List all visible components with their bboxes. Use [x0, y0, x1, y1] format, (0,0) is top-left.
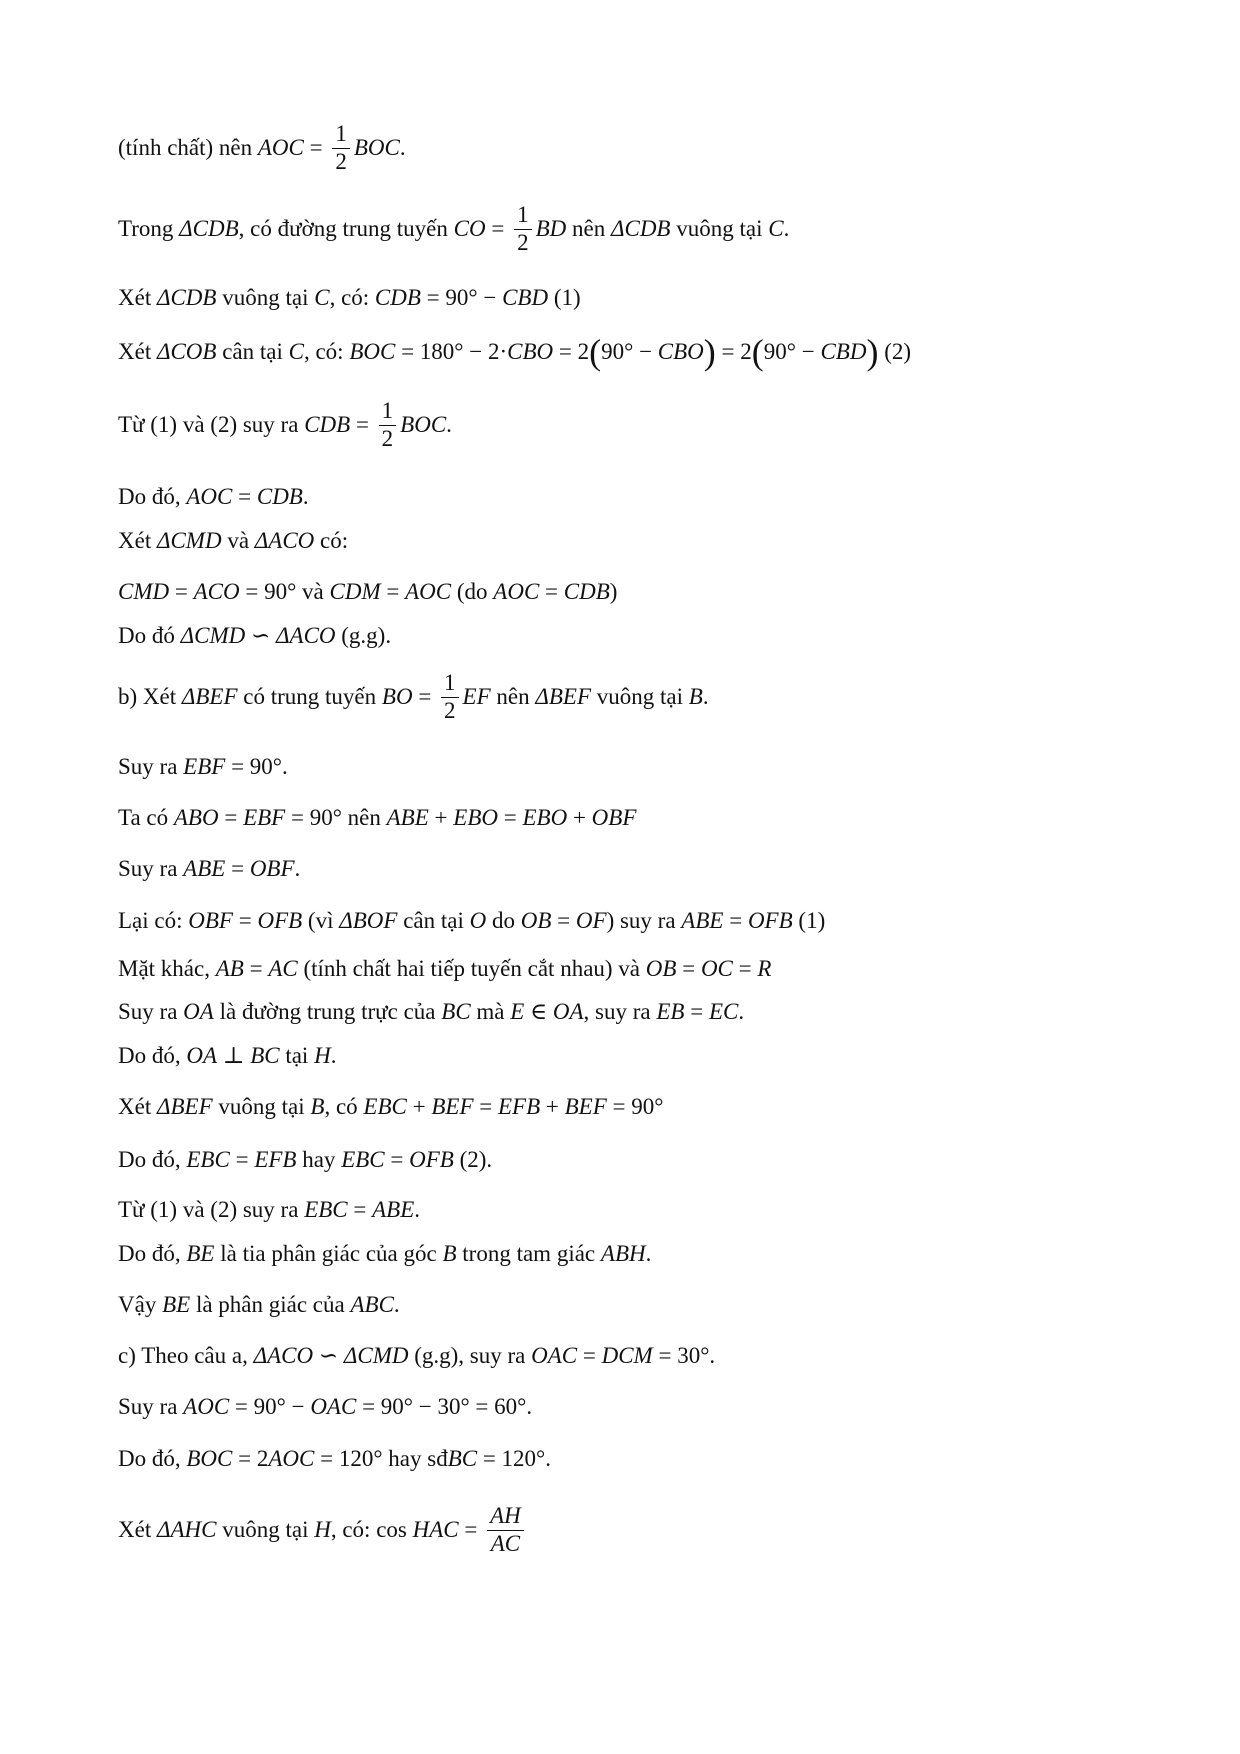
text-run: 90° −	[601, 339, 658, 364]
fraction	[379, 399, 397, 450]
text-line	[118, 1140, 492, 1180]
text-run: =	[232, 908, 258, 933]
text-run: (2)	[878, 339, 912, 364]
text-run: =	[684, 999, 709, 1024]
fraction-denominator: AC	[490, 1530, 521, 1556]
text-run: =	[676, 956, 701, 981]
math-expression: OAC	[310, 1394, 357, 1419]
text-run: .	[399, 135, 406, 160]
math-expression: ΔCOB	[156, 339, 217, 364]
text-line	[118, 1503, 528, 1556]
text-run: =	[412, 684, 438, 709]
math-expression: AOC	[186, 484, 233, 509]
math-expression: EB	[656, 999, 685, 1024]
math-expression: CDB	[563, 579, 610, 604]
text-run: có:	[314, 528, 349, 553]
math-expression: OB	[520, 908, 552, 933]
text-run: trong tam giác	[456, 1241, 601, 1266]
fraction-numerator: AH	[487, 1504, 524, 1530]
text-run: vuông tại	[591, 684, 689, 709]
text-run: =	[243, 956, 269, 981]
math-expression: EBF	[183, 754, 226, 779]
math-expression: EC	[708, 999, 739, 1024]
math-expression: OA	[186, 1043, 218, 1068]
math-expression: HAC	[412, 1517, 459, 1542]
text-line	[118, 278, 581, 318]
text-run: = 90° và	[239, 579, 330, 604]
text-run: =	[497, 805, 523, 830]
text-run: , có:	[303, 339, 350, 364]
text-run: b) Xét	[118, 684, 182, 709]
text-run: Xét	[118, 528, 157, 553]
math-expression: R	[757, 956, 772, 981]
text-run: Suy ra	[118, 856, 184, 881]
math-expression: ΔBEF	[156, 1094, 213, 1119]
text-run: ∈	[524, 999, 553, 1024]
text-run: Do đó,	[118, 1147, 187, 1172]
text-run: (1)	[548, 285, 581, 310]
math-expression: OAC	[531, 1343, 578, 1368]
text-run: =	[539, 579, 564, 604]
math-expression: ΔAHC	[156, 1517, 217, 1542]
text-line	[118, 901, 825, 941]
text-run: Suy ra	[118, 754, 184, 779]
math-expression: B	[688, 684, 703, 709]
math-expression: ΔBEF	[181, 684, 238, 709]
large-parenthesis: (	[751, 332, 764, 372]
text-run: =	[577, 1343, 602, 1368]
text-line	[118, 1387, 532, 1427]
math-expression: CDB	[304, 412, 351, 437]
text-run: =	[485, 216, 511, 241]
math-expression: ACO	[193, 579, 240, 604]
text-line	[118, 332, 911, 372]
math-expression: ΔBOF	[339, 908, 398, 933]
fraction-denominator: 2	[444, 697, 456, 723]
text-run: (g.g), suy ra	[408, 1343, 532, 1368]
math-expression: BC	[441, 999, 471, 1024]
text-run: .	[330, 1043, 337, 1068]
fraction-denominator: 2	[517, 229, 529, 255]
math-expression: EBO	[453, 805, 498, 830]
text-run: )	[609, 579, 618, 604]
text-run: +	[540, 1094, 565, 1119]
math-expression: ΔCDB	[156, 285, 217, 310]
text-run: cân tại	[216, 339, 289, 364]
text-run: vuông tại	[212, 1094, 311, 1119]
text-run: tại	[279, 1043, 315, 1068]
text-run: =	[384, 1147, 410, 1172]
fraction-numerator: 1	[332, 122, 350, 148]
math-expression: AOC	[257, 135, 304, 160]
math-expression: AC	[268, 956, 298, 981]
text-run: = 2	[553, 339, 590, 364]
text-run: Suy ra	[118, 1394, 184, 1419]
text-line	[118, 121, 406, 174]
math-expression: OA	[183, 999, 214, 1024]
text-run: =	[473, 1094, 498, 1119]
math-expression: BC	[250, 1043, 280, 1068]
math-expression: O	[469, 908, 487, 933]
math-expression: OC	[700, 956, 733, 981]
text-run: 90° −	[763, 339, 821, 364]
text-run: .	[645, 1241, 652, 1266]
math-expression: C	[288, 339, 304, 364]
large-parenthesis: (	[589, 332, 602, 372]
math-expression: B	[442, 1241, 457, 1266]
math-expression: ΔACO	[276, 623, 336, 648]
text-run: ) suy ra	[606, 908, 682, 933]
fraction-numerator: 1	[379, 399, 397, 425]
text-run: có trung tuyến	[237, 684, 382, 709]
math-expression: EBC	[304, 1197, 348, 1222]
math-expression: ΔCDB	[179, 216, 239, 241]
text-run: =	[225, 856, 250, 881]
text-run: = 180° − 2·	[395, 339, 508, 364]
text-run: = 90° −	[229, 1394, 311, 1419]
text-run: , suy ra	[583, 999, 657, 1024]
text-line	[118, 1234, 651, 1274]
math-expression: AOC	[405, 579, 452, 604]
math-expression: BOC	[400, 412, 447, 437]
text-run: =	[347, 1197, 373, 1222]
text-line	[118, 992, 744, 1032]
math-expression: EBF	[243, 805, 286, 830]
text-run: Do đó,	[118, 484, 187, 509]
fraction-numerator: 1	[441, 671, 459, 697]
text-run: là tia phân giác của góc	[214, 1241, 443, 1266]
text-line	[118, 670, 709, 723]
large-parenthesis: )	[866, 332, 879, 372]
text-run: =	[303, 135, 329, 160]
text-run: cân tại	[397, 908, 470, 933]
math-expression: CBO	[657, 339, 704, 364]
text-run: = 30°.	[652, 1343, 716, 1368]
math-expression: ABE	[386, 805, 429, 830]
text-run: =	[169, 579, 194, 604]
text-run: ∽	[245, 623, 277, 648]
text-line	[118, 1439, 551, 1479]
text-run: mà	[470, 999, 511, 1024]
text-line	[118, 747, 288, 787]
math-expression: CBO	[507, 339, 554, 364]
text-line	[118, 1285, 400, 1325]
fraction	[487, 1504, 524, 1555]
math-expression: OBF	[249, 856, 295, 881]
math-expression: CDB	[256, 484, 303, 509]
math-expression: CBD	[502, 285, 549, 310]
text-line	[118, 616, 391, 656]
text-run: = 120° hay sđ	[314, 1446, 448, 1471]
text-run: vuông tại	[670, 216, 769, 241]
math-expression: ΔACO	[254, 528, 315, 553]
text-run: nên	[566, 216, 611, 241]
math-expression: BE	[186, 1241, 215, 1266]
math-expression: CDM	[329, 579, 381, 604]
text-run: =	[458, 1517, 484, 1542]
text-run: (g.g).	[335, 623, 392, 648]
math-expression: ΔBEF	[535, 684, 592, 709]
fraction	[514, 203, 532, 254]
math-expression: OA	[552, 999, 584, 1024]
math-expression: EF	[462, 684, 491, 709]
math-expression: H	[314, 1517, 331, 1542]
math-expression: BOC	[353, 135, 400, 160]
text-line	[118, 477, 309, 517]
math-expression: OFB	[409, 1147, 454, 1172]
text-run: Xét	[118, 285, 157, 310]
text-run: +	[406, 1094, 432, 1119]
text-run: (tính chất hai tiếp tuyến cắt nhau) và	[297, 956, 646, 981]
math-expression: CMD	[118, 579, 170, 604]
text-run: do	[486, 908, 521, 933]
text-run: = 90° nên	[285, 805, 387, 830]
text-run: Từ (1) và (2) suy ra	[118, 1197, 305, 1222]
text-run: .	[738, 999, 745, 1024]
math-expression: ΔCDB	[610, 216, 671, 241]
text-run: =	[551, 908, 576, 933]
text-run: =	[218, 805, 244, 830]
math-expression: ΔACO	[253, 1343, 314, 1368]
math-expression: CBD	[820, 339, 867, 364]
math-expression: CO	[453, 216, 486, 241]
math-expression: EFB	[497, 1094, 541, 1119]
math-expression: ABE	[681, 908, 724, 933]
text-run: Do đó,	[118, 1446, 187, 1471]
text-run: Trong	[118, 216, 180, 241]
text-run: = 90°	[606, 1094, 664, 1119]
text-run: vuông tại	[216, 285, 315, 310]
math-expression: OBF	[188, 908, 233, 933]
text-run: Từ (1) và (2) suy ra	[118, 412, 305, 437]
text-run: Vậy	[118, 1292, 163, 1317]
text-line	[118, 1190, 420, 1230]
math-expression: EBC	[341, 1147, 385, 1172]
math-expression: C	[768, 216, 784, 241]
math-expression: ABE	[183, 856, 226, 881]
math-expression: BOC	[349, 339, 396, 364]
text-run: , có:	[329, 285, 375, 310]
text-run: = 90°.	[225, 754, 288, 779]
text-run: = 90° −	[420, 285, 503, 310]
large-parenthesis: )	[703, 332, 716, 372]
math-expression: EFB	[254, 1147, 297, 1172]
text-run: nên	[490, 684, 536, 709]
text-run: là phân giác của	[190, 1292, 351, 1317]
text-run: , có	[324, 1094, 364, 1119]
text-run: =	[229, 1147, 255, 1172]
text-run: Suy ra	[118, 999, 184, 1024]
math-expression: OFB	[747, 908, 793, 933]
math-expression: ABO	[173, 805, 219, 830]
text-run: .	[302, 484, 309, 509]
text-run: =	[232, 484, 257, 509]
math-expression: OFB	[257, 908, 303, 933]
math-expression: BEF	[431, 1094, 474, 1119]
math-expression: BEF	[564, 1094, 607, 1119]
text-run: , có đường trung tuyến	[238, 216, 454, 241]
math-expression: C	[314, 285, 330, 310]
math-expression: E	[510, 999, 525, 1024]
math-expression: BC	[447, 1446, 478, 1471]
text-run: Xét	[118, 339, 157, 364]
text-run: =	[380, 579, 406, 604]
math-expression: OF	[575, 908, 607, 933]
text-run: (2).	[453, 1147, 493, 1172]
text-run: .	[393, 1292, 400, 1317]
math-expression: ABC	[350, 1292, 394, 1317]
text-run: , có: cos	[330, 1517, 413, 1542]
math-expression: ABE	[372, 1197, 415, 1222]
text-run: .	[783, 216, 790, 241]
text-run: .	[702, 684, 709, 709]
text-run: ⊥	[217, 1043, 251, 1068]
text-run: Xét	[118, 1517, 157, 1542]
text-line	[118, 798, 636, 838]
math-expression: OBF	[591, 805, 637, 830]
text-run: hay	[296, 1147, 342, 1172]
math-expression: H	[314, 1043, 331, 1068]
text-line	[118, 1036, 336, 1076]
text-run: =	[723, 908, 748, 933]
text-run: Do đó,	[118, 1043, 187, 1068]
math-expression: AB	[215, 956, 244, 981]
text-run: Lại có:	[118, 908, 189, 933]
text-line	[118, 398, 452, 451]
text-run: = 90° − 30° = 60°.	[356, 1394, 533, 1419]
text-run: Do đó	[118, 623, 181, 648]
text-run: = 2	[715, 339, 752, 364]
fraction-denominator: 2	[381, 425, 394, 451]
text-run: Mặt khác,	[118, 956, 216, 981]
text-run: .	[446, 412, 452, 437]
math-expression: BE	[162, 1292, 191, 1317]
text-run: ∽	[313, 1343, 344, 1368]
text-line	[118, 1087, 663, 1127]
math-expression: ΔCMD	[343, 1343, 409, 1368]
math-expression: AOC	[268, 1446, 315, 1471]
text-run: c) Theo câu a,	[118, 1343, 254, 1368]
math-expression: AOC	[183, 1394, 230, 1419]
text-run: +	[567, 805, 592, 830]
math-expression: EBC	[186, 1147, 230, 1172]
fraction	[441, 671, 459, 722]
math-expression: EBC	[363, 1094, 407, 1119]
text-line	[118, 572, 617, 612]
text-run: và	[221, 528, 255, 553]
text-run: Do đó,	[118, 1241, 187, 1266]
text-run: vuông tại	[216, 1517, 315, 1542]
text-line	[118, 521, 348, 561]
text-line	[118, 202, 790, 255]
text-run: =	[350, 412, 375, 437]
text-line	[118, 949, 771, 989]
text-run: Xét	[118, 1094, 157, 1119]
math-expression: BO	[381, 684, 413, 709]
fraction-denominator: 2	[335, 148, 347, 174]
text-run: (do	[451, 579, 494, 604]
math-expression: CDB	[374, 285, 421, 310]
math-expression: OB	[645, 956, 677, 981]
text-run: Ta có	[118, 805, 174, 830]
text-run: (1)	[792, 908, 826, 933]
text-run: (vì	[302, 908, 340, 933]
text-run: = 2	[232, 1446, 269, 1471]
math-expression: BOC	[186, 1446, 233, 1471]
fraction	[332, 122, 350, 173]
math-expression: ΔCMD	[180, 623, 246, 648]
text-run: (tính chất) nên	[118, 135, 258, 160]
text-run: +	[428, 805, 454, 830]
math-expression: DCM	[601, 1343, 653, 1368]
text-run: .	[294, 856, 301, 881]
fraction-numerator: 1	[514, 203, 532, 229]
text-run: = 120°.	[477, 1446, 551, 1471]
text-run: .	[414, 1197, 421, 1222]
math-expression: ΔCMD	[156, 528, 222, 553]
text-line	[118, 849, 300, 889]
math-expression: ABH	[600, 1241, 646, 1266]
text-run: là đường trung trực của	[213, 999, 442, 1024]
text-run: =	[732, 956, 758, 981]
math-expression: B	[310, 1094, 325, 1119]
math-expression: EBO	[522, 805, 568, 830]
text-line	[118, 1336, 715, 1376]
math-expression: BD	[535, 216, 567, 241]
math-expression: AOC	[493, 579, 540, 604]
